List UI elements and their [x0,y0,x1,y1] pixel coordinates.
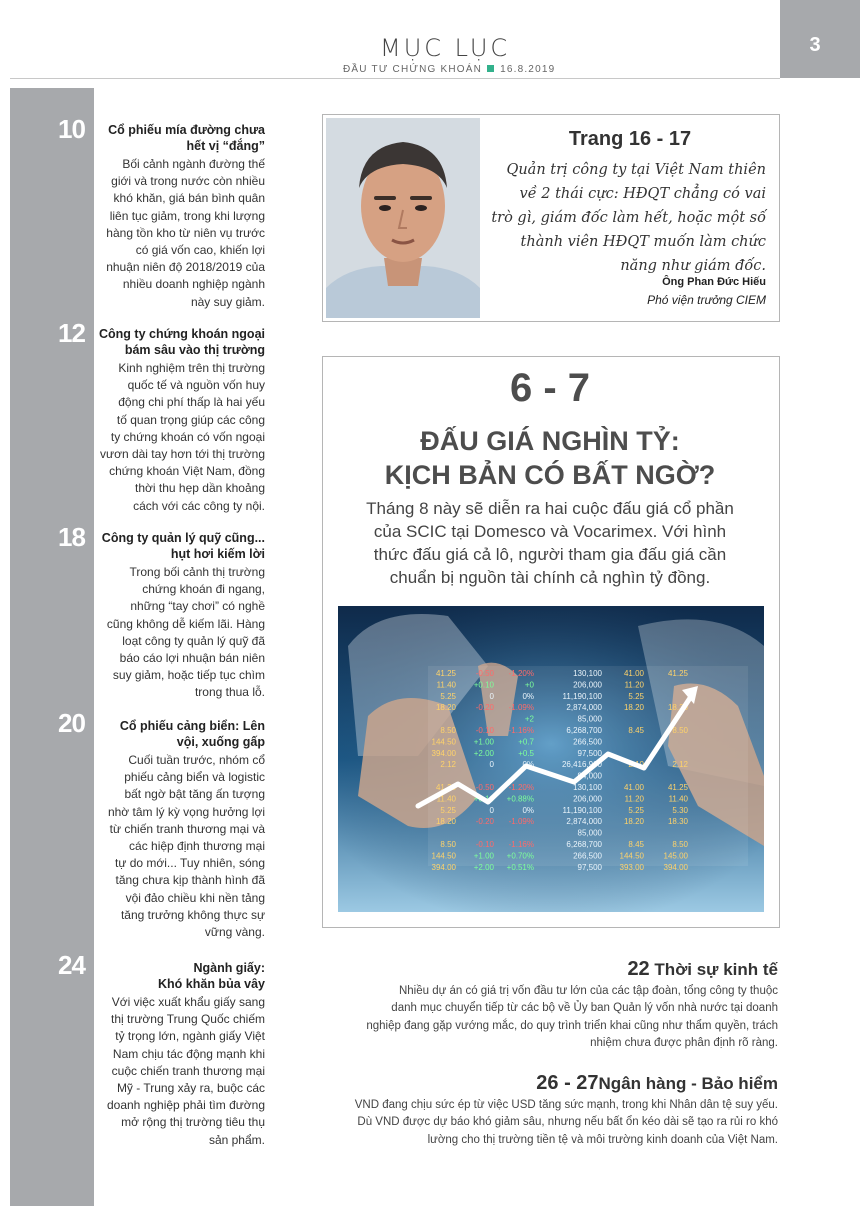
desc-line: nhờ tâm lý kỳ vọng hưởng lợi [107,804,265,819]
title-line: bám sâu vào thị trường [124,343,265,357]
desc-line: từ chiến tranh thương mại và [109,821,265,836]
desc-line: vươn dài tay hơn tới thị trường [100,447,265,462]
desc-line: có giá vốn cao, khiến lợi [135,243,265,258]
desc-line: nhuận niên độ 2018/2019 của [106,260,265,275]
masthead-line [343,64,555,75]
desc-line: thời thu hẹp dần khoảng [135,481,265,496]
lead-line: chuẩn bị nguồn tài chính cả nghìn tỷ đồng. [389,568,711,587]
desc-line: cách với các công ty nội. [133,498,265,513]
ticker-cell: 18.30 [667,703,688,713]
desc-line: chứng khoán Việt Nam, đồng [109,464,265,479]
ticker-cell: 144.50 [619,851,644,861]
desc-line: nhiều doanh nghiệp ngành [122,277,265,292]
desc-line: các hiệp định thương mại [129,839,265,854]
desc-line: tố quan trọng giúp các công [116,412,265,427]
brief-heading [320,1072,778,1095]
ticker-cell: +0.7 [518,737,534,747]
ticker-cell: 18.20 [435,817,456,827]
lead-line: Tháng 8 này sẽ diễn ra hai cuộc đấu giá cổ phần [366,499,734,518]
ticker-cell: 41.25 [667,669,688,678]
desc-line: chứng khoán đi ngang, [142,582,265,597]
toc-page-number: 18 [58,522,85,552]
toc-entry-title [0,326,265,515]
desc-line: báo cáo lợi nhuận bán niên [119,651,265,666]
ticker-cell: 206,000 [573,680,602,690]
desc-line: hàng tồn kho từ niên vụ trước [106,225,265,240]
desc-line: Kinh nghiệm trên thị trường [118,361,265,375]
brief-entry[interactable] [320,958,778,1053]
title-line: vội, xuống gấp [176,735,265,749]
title-line: KỊCH BẢN CÓ BẤT NGỜ? [384,460,716,490]
ticker-cell: 11,190,100 [562,805,602,815]
ticker-cell: 393.00 [619,862,644,872]
title-line: Công ty quản lý quỹ cũng... [101,531,265,545]
ticker-cell: 144.50 [431,737,456,747]
ticker-cell: +1.00 [473,851,494,861]
toc-entry-desc [0,752,265,941]
desc-line: tự do mới... Tuy nhiên, sóng [115,856,265,871]
issue-date: 16.8.2019 [500,64,556,75]
brief-desc [320,1097,778,1149]
ticker-cell: 0% [522,691,534,701]
desc-line: nghiệp đang gặp vướng mắc, do quy trình triển khai cũng như thẩm quyền, trách [366,1019,778,1032]
desc-line: cũng không dễ kiếm lãi. Hàng [106,616,265,631]
desc-line: Bối cảnh ngành đường thế [122,157,265,171]
quote-line: năng như giám đốc. [620,258,766,274]
desc-line: doanh nghiệp phải tìm đường [106,1098,265,1113]
ticker-cell: 8.50 [440,726,456,735]
desc-line: suy giảm, hoặc tiếp tục chìm [112,668,265,683]
desc-line: Dù VND được dự báo khó giảm sâu, nhưng nếu bất ổn kéo dài sẽ tạo ra rủi ro khó [357,1116,778,1129]
ticker-cell: 394.00 [431,748,456,758]
toc-page-number: 10 [58,114,85,144]
ticker-cell: 18.20 [623,703,644,713]
toc-page-number: 24 [58,950,85,980]
ticker-cell: 266,500 [573,851,602,861]
ticker-cell: +1.00 [473,737,494,747]
ticker-cell: 8.50 [672,726,688,735]
ticker-cell: -1.20% [508,669,534,678]
ticker-cell: 0% [522,805,534,815]
ticker-cell: 41.25 [667,783,688,792]
brief-heading [320,958,778,981]
ticker-cell: 8.50 [440,840,456,849]
ticker-cell: 0 [489,805,494,815]
person-name: Ông Phan Đức Hiếu [662,276,766,288]
person-title: Phó viện trưởng CIEM [647,293,766,307]
ticker-cell: 130,100 [573,783,602,792]
toc-entry-title [0,122,265,311]
toc-entry-desc [0,994,265,1149]
desc-line: lường cho thị trường tiền tệ và môi trường kinh doanh của Việt Nam. [427,1133,778,1146]
ticker-cell: +0.10 [473,680,494,690]
desc-line: Nam chịu tác động mạnh khi [112,1046,265,1061]
ticker-cell: 130,100 [573,669,602,678]
cover-story-pages: 6 - 7 [509,366,591,410]
toc-entry-desc [0,156,265,311]
ticker-cell: 2.12 [672,760,688,770]
brief-pages: 22 [627,958,650,980]
portrait-photo [326,118,480,318]
desc-line: tăng trưởng không thực sự [120,907,265,922]
lead-line: thức đấu giá cả lô, người tham gia đấu giá cần [373,545,727,564]
ticker-cell: 11.20 [624,794,644,804]
desc-line: tỷ trọng lớn, ngành giấy Việt [115,1029,265,1044]
cover-story-title [322,424,778,492]
desc-line: quốc tế và nguồn vốn huy [127,378,265,393]
ticker-cell: -0.10 [475,726,494,735]
desc-line: vững vàng. [204,925,265,940]
person-portrait-icon [326,118,480,318]
title-line: hết vị “đắng” [186,139,265,153]
desc-line: loạt công ty quản lý quỹ đã [122,633,265,648]
toc-entry-desc [0,360,265,515]
brief-section: Ngân hàng - Bảo hiểm [598,1074,778,1093]
ticker-cell: 5.25 [440,805,456,815]
ticker-cell: 11.40 [436,680,456,690]
title-line: Cổ phiếu mía đường chưa [108,123,265,137]
toc-entry-desc [0,564,265,702]
ticker-cell: +0 [524,680,534,690]
ticker-cell: 97,500 [577,862,602,872]
ticker-cell: 11.20 [624,680,644,690]
desc-line: Trong bối cảnh thị trường [129,565,265,579]
desc-line: những “tay chơi” có nghề [130,599,265,614]
desc-line: ty chứng khoán có vốn ngoại [110,429,265,444]
toc-entry-title [0,530,265,702]
header-divider [10,78,780,79]
ticker-cell: 5.25 [628,691,644,701]
separator-square-icon [487,65,494,72]
ticker-cell: 394.00 [431,862,456,872]
ticker-cell: 5.30 [672,805,688,815]
desc-line: danh mục chuyển tiếp từ các bộ về Ủy ban Quản lý vốn nhà nước tại doanh [391,1002,778,1015]
ticker-cell: 18.30 [667,817,688,827]
ticker-cell: -1.20% [508,783,534,792]
ticker-cell: -1.16% [508,840,534,849]
toc-page-number: 12 [58,318,85,348]
ticker-cell: 5.25 [440,691,456,701]
quote-line: về 2 thái cực: HĐQT chẳng có vai [519,186,766,202]
quote-line: Quản trị công ty tại Việt Nam thiên [506,162,766,178]
toc-page-number: 20 [58,708,85,738]
toc-entry-title [0,718,265,941]
ticker-cell: 11.40 [668,794,688,804]
desc-line: động chi phí thấp là hai yếu [118,395,265,410]
brief-section: Thời sự kinh tế [654,960,778,979]
ticker-cell: +0.10 [473,794,494,804]
ticker-cell: 145.00 [663,851,688,861]
desc-line: VND đang chịu sức ép từ việc USD tăng sức mạnh, trong khi Nhân dân tệ suy yếu. [354,1099,778,1111]
desc-line: vội đảo chiều khi nền tảng [125,890,265,905]
title-line: ĐẤU GIÁ NGHÌN TỶ: [420,426,680,456]
ticker-cell: 18.20 [623,817,644,827]
desc-line: trong thua lỗ. [194,685,265,700]
title-line: Cổ phiếu cảng biển: Lên [119,719,265,733]
ticker-cell: 41.25 [435,669,456,678]
ticker-cell: 394.00 [663,862,688,872]
ticker-cell: 6,268,700 [566,726,602,735]
ticker-cell: -0.10 [475,840,494,849]
ticker-cell: -0.20 [475,703,494,713]
ticker-cell: 206,000 [573,794,602,804]
ticker-cell: 94,000 [577,771,602,781]
desc-line: bất ngờ bật tăng ấn tượng [124,787,265,802]
ticker-cell: 18.20 [435,703,456,713]
title-line: Khó khăn bủa vây [158,977,265,991]
ticker-cell: +2 [524,714,534,724]
quote-line: trò gì, giám đốc làm hết, hoặc một số [491,210,766,226]
desc-line: này suy giảm. [190,294,265,309]
ticker-cell: 2.10 [628,760,644,770]
desc-line: Với việc xuất khẩu giấy sang [111,995,265,1009]
ticker-cell: -0.20 [475,817,494,827]
section-title: MỤC LỤC [380,34,511,62]
cover-story-lead [338,497,762,589]
ticker-cell: +2.00 [473,862,494,872]
ticker-cell: 5.25 [628,805,644,815]
toc-entry-title [0,960,265,1149]
ticker-cell: 97,500 [577,748,602,758]
desc-line: khó khăn, giá bán bình quân [113,191,265,206]
desc-line: Mỹ - Trung xảy ra, buộc các [116,1081,265,1096]
ticker-cell: 11,190,100 [562,691,602,701]
ticker-cell: 85,000 [577,828,602,838]
title-line: Công ty chứng khoán ngoại [99,327,265,341]
ticker-cell: 2,874,000 [566,703,602,713]
desc-line: nhiệm chưa được phân định rõ ràng. [590,1037,778,1050]
ticker-cell: 0 [489,760,494,770]
brief-pages: 26 - 27 [536,1072,599,1094]
ticker-cell: 85,000 [577,714,602,724]
ticker-cell: 41.00 [623,783,644,792]
quote-line: thành viên HĐQT muốn làm chức [520,234,766,250]
ticker-cell: 6,268,700 [566,840,602,849]
feature-quote [486,158,766,278]
ticker-cell: 0% [522,760,534,770]
ticker-cell: +0.5 [518,748,534,758]
publication-name: ĐẦU TƯ CHỨNG KHOÁN [343,64,483,75]
ticker-cell: +0.70% [506,851,534,861]
ticker-cell: 8.45 [628,726,644,735]
ticker-cell: 8.50 [672,840,688,849]
stock-ticker-image [338,606,764,912]
desc-line: Nhiều dự án có giá trị vốn đầu tư lớn của các tập đoàn, tổng công ty thuộc [398,985,778,997]
desc-line: giới và trong nước còn nhiều [111,174,265,189]
ticker-cell: -1.09% [508,703,534,713]
ticker-cell: 0 [489,691,494,701]
ticker-cell: 11.40 [436,794,456,804]
brief-entry[interactable] [320,1072,778,1149]
ticker-cell: 8.45 [628,840,644,849]
ticker-cell: 41.25 [435,783,456,792]
feature-pages: Trang 16 - 17 [568,128,692,150]
desc-line: cuộc chiến tranh thương mại [111,1063,265,1078]
ticker-cell: 2.12 [440,760,456,770]
desc-line: phiếu cảng biển và logistic [124,770,265,785]
ticker-cell: +0.88% [506,794,534,804]
page-number: 3 [809,34,821,56]
ticker-cell: 266,500 [573,737,602,747]
ticker-cell: +0.51% [506,862,534,872]
title-line: Ngành giấy: [193,961,265,975]
ticker-cell: 2,874,000 [566,817,602,827]
desc-line: tăng chưa kịp thành hình đã [115,873,265,888]
title-line: hụt hơi kiếm lời [170,547,265,561]
ticker-cell: 26,416,900 [561,760,602,770]
ticker-cell: -1.09% [508,817,534,827]
ticker-cell: -0.50 [475,669,494,678]
lead-line: của SCIC tại Domesco và Vocarimex. Với hình [373,522,727,541]
page-number-box [780,0,860,78]
stock-tablet-photo [338,606,764,912]
ticker-cell: -1.16% [508,726,534,735]
ticker-cell: -0.50 [475,783,494,792]
desc-line: thị trường Trung Quốc chiếm [111,1012,265,1027]
brief-desc [320,983,778,1053]
desc-line: Cuối tuần trước, nhóm cổ [128,753,265,767]
desc-line: liên tục giảm, trong khi lượng [109,208,265,223]
desc-line: mở rộng thị trường tiêu thụ [121,1115,265,1130]
ticker-cell: +2.00 [473,748,494,758]
ticker-cell: 41.00 [623,669,644,678]
desc-line: sản phẩm. [208,1132,265,1147]
ticker-cell: 144.50 [431,851,456,861]
